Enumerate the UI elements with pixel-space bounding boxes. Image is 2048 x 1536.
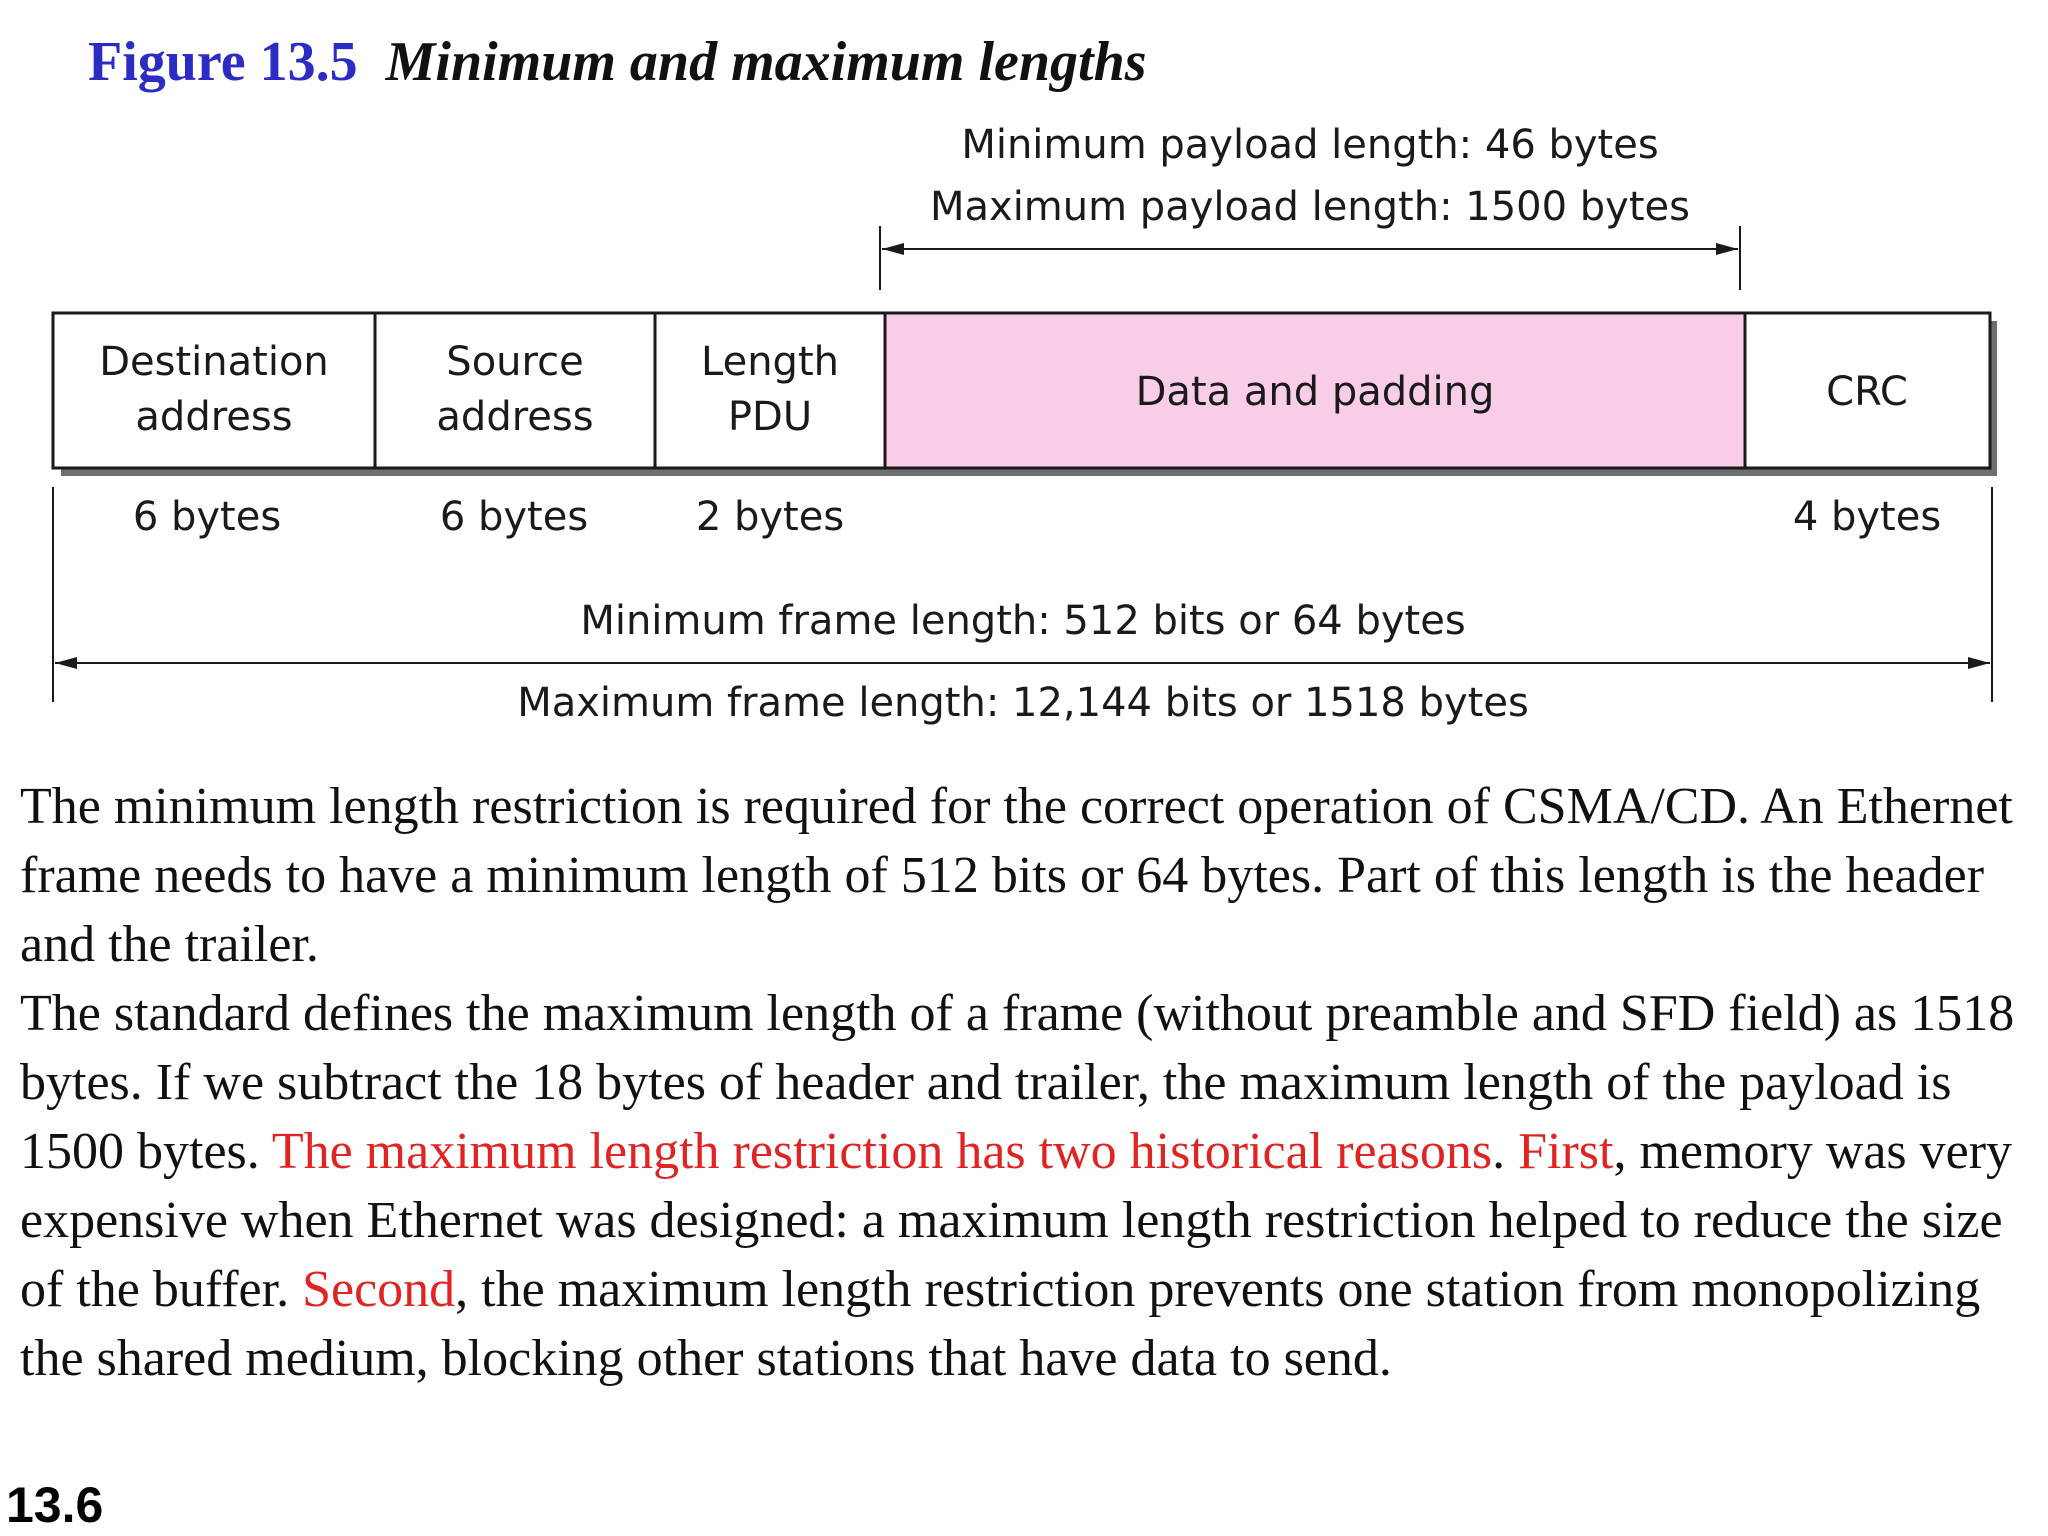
- field-label: Length: [701, 339, 839, 385]
- field-label: Source: [446, 339, 584, 385]
- figure-caption: Minimum and maximum lengths: [385, 31, 1147, 93]
- highlight-text: First: [1518, 1123, 1614, 1180]
- source-address-field: [375, 313, 655, 468]
- figure-number: Figure 13.5: [88, 31, 358, 93]
- min-frame-label: Minimum frame length: 512 bits or 64 bytes: [580, 598, 1466, 644]
- text-segment: , the maximum length restriction prevents one station from monopolizing the shared medium, blocking other stations that have data to send.: [20, 1261, 1981, 1387]
- field-label: address: [436, 394, 594, 440]
- field-label: PDU: [727, 394, 813, 440]
- field-size-label: 2 bytes: [695, 494, 845, 540]
- paragraph-max-length: [20, 979, 2040, 1393]
- ethernet-frame-diagram: [0, 0, 2048, 740]
- text-segment: The standard defines the maximum length of a frame (without preamble and SFD field) as 1518 bytes. If we subtract the 18 bytes of header and trailer, the maximum length of the payload is 1500 bytes.: [20, 985, 2015, 1180]
- slide-number: 13.6: [6, 1477, 104, 1533]
- field-size-label: 4 bytes: [1792, 494, 1942, 540]
- body-text: [20, 772, 2040, 1393]
- max-frame-label: Maximum frame length: 12,144 bits or 1518 bytes: [517, 680, 1529, 726]
- field-label: Destination: [99, 339, 329, 385]
- highlight-text: The maximum length restriction has two historical reasons: [271, 1123, 1493, 1180]
- destination-address-field: [53, 313, 375, 468]
- text-segment: .: [1492, 1123, 1519, 1180]
- highlight-text: Second: [302, 1261, 456, 1318]
- length-pdu-field: [655, 313, 885, 468]
- text-segment: , memory was very expensive when Ethernet was designed: a maximum length restriction helped to reduce the size of the buffer.: [20, 1123, 2013, 1318]
- field-size-label: 6 bytes: [132, 494, 282, 540]
- field-size-label: 6 bytes: [439, 494, 589, 540]
- field-label: Data and padding: [1135, 369, 1495, 415]
- paragraph-min-length: The minimum length restriction is required for the correct operation of CSMA/CD. An Ethernet frame needs to have a minimum length of 512 bits or 64 bytes. Part of this length is the header and the trailer.: [20, 778, 2013, 973]
- max-payload-label: Maximum payload length: 1500 bytes: [930, 184, 1690, 230]
- min-payload-label: Minimum payload length: 46 bytes: [961, 122, 1659, 168]
- field-label: address: [135, 394, 293, 440]
- field-label: CRC: [1826, 369, 1908, 415]
